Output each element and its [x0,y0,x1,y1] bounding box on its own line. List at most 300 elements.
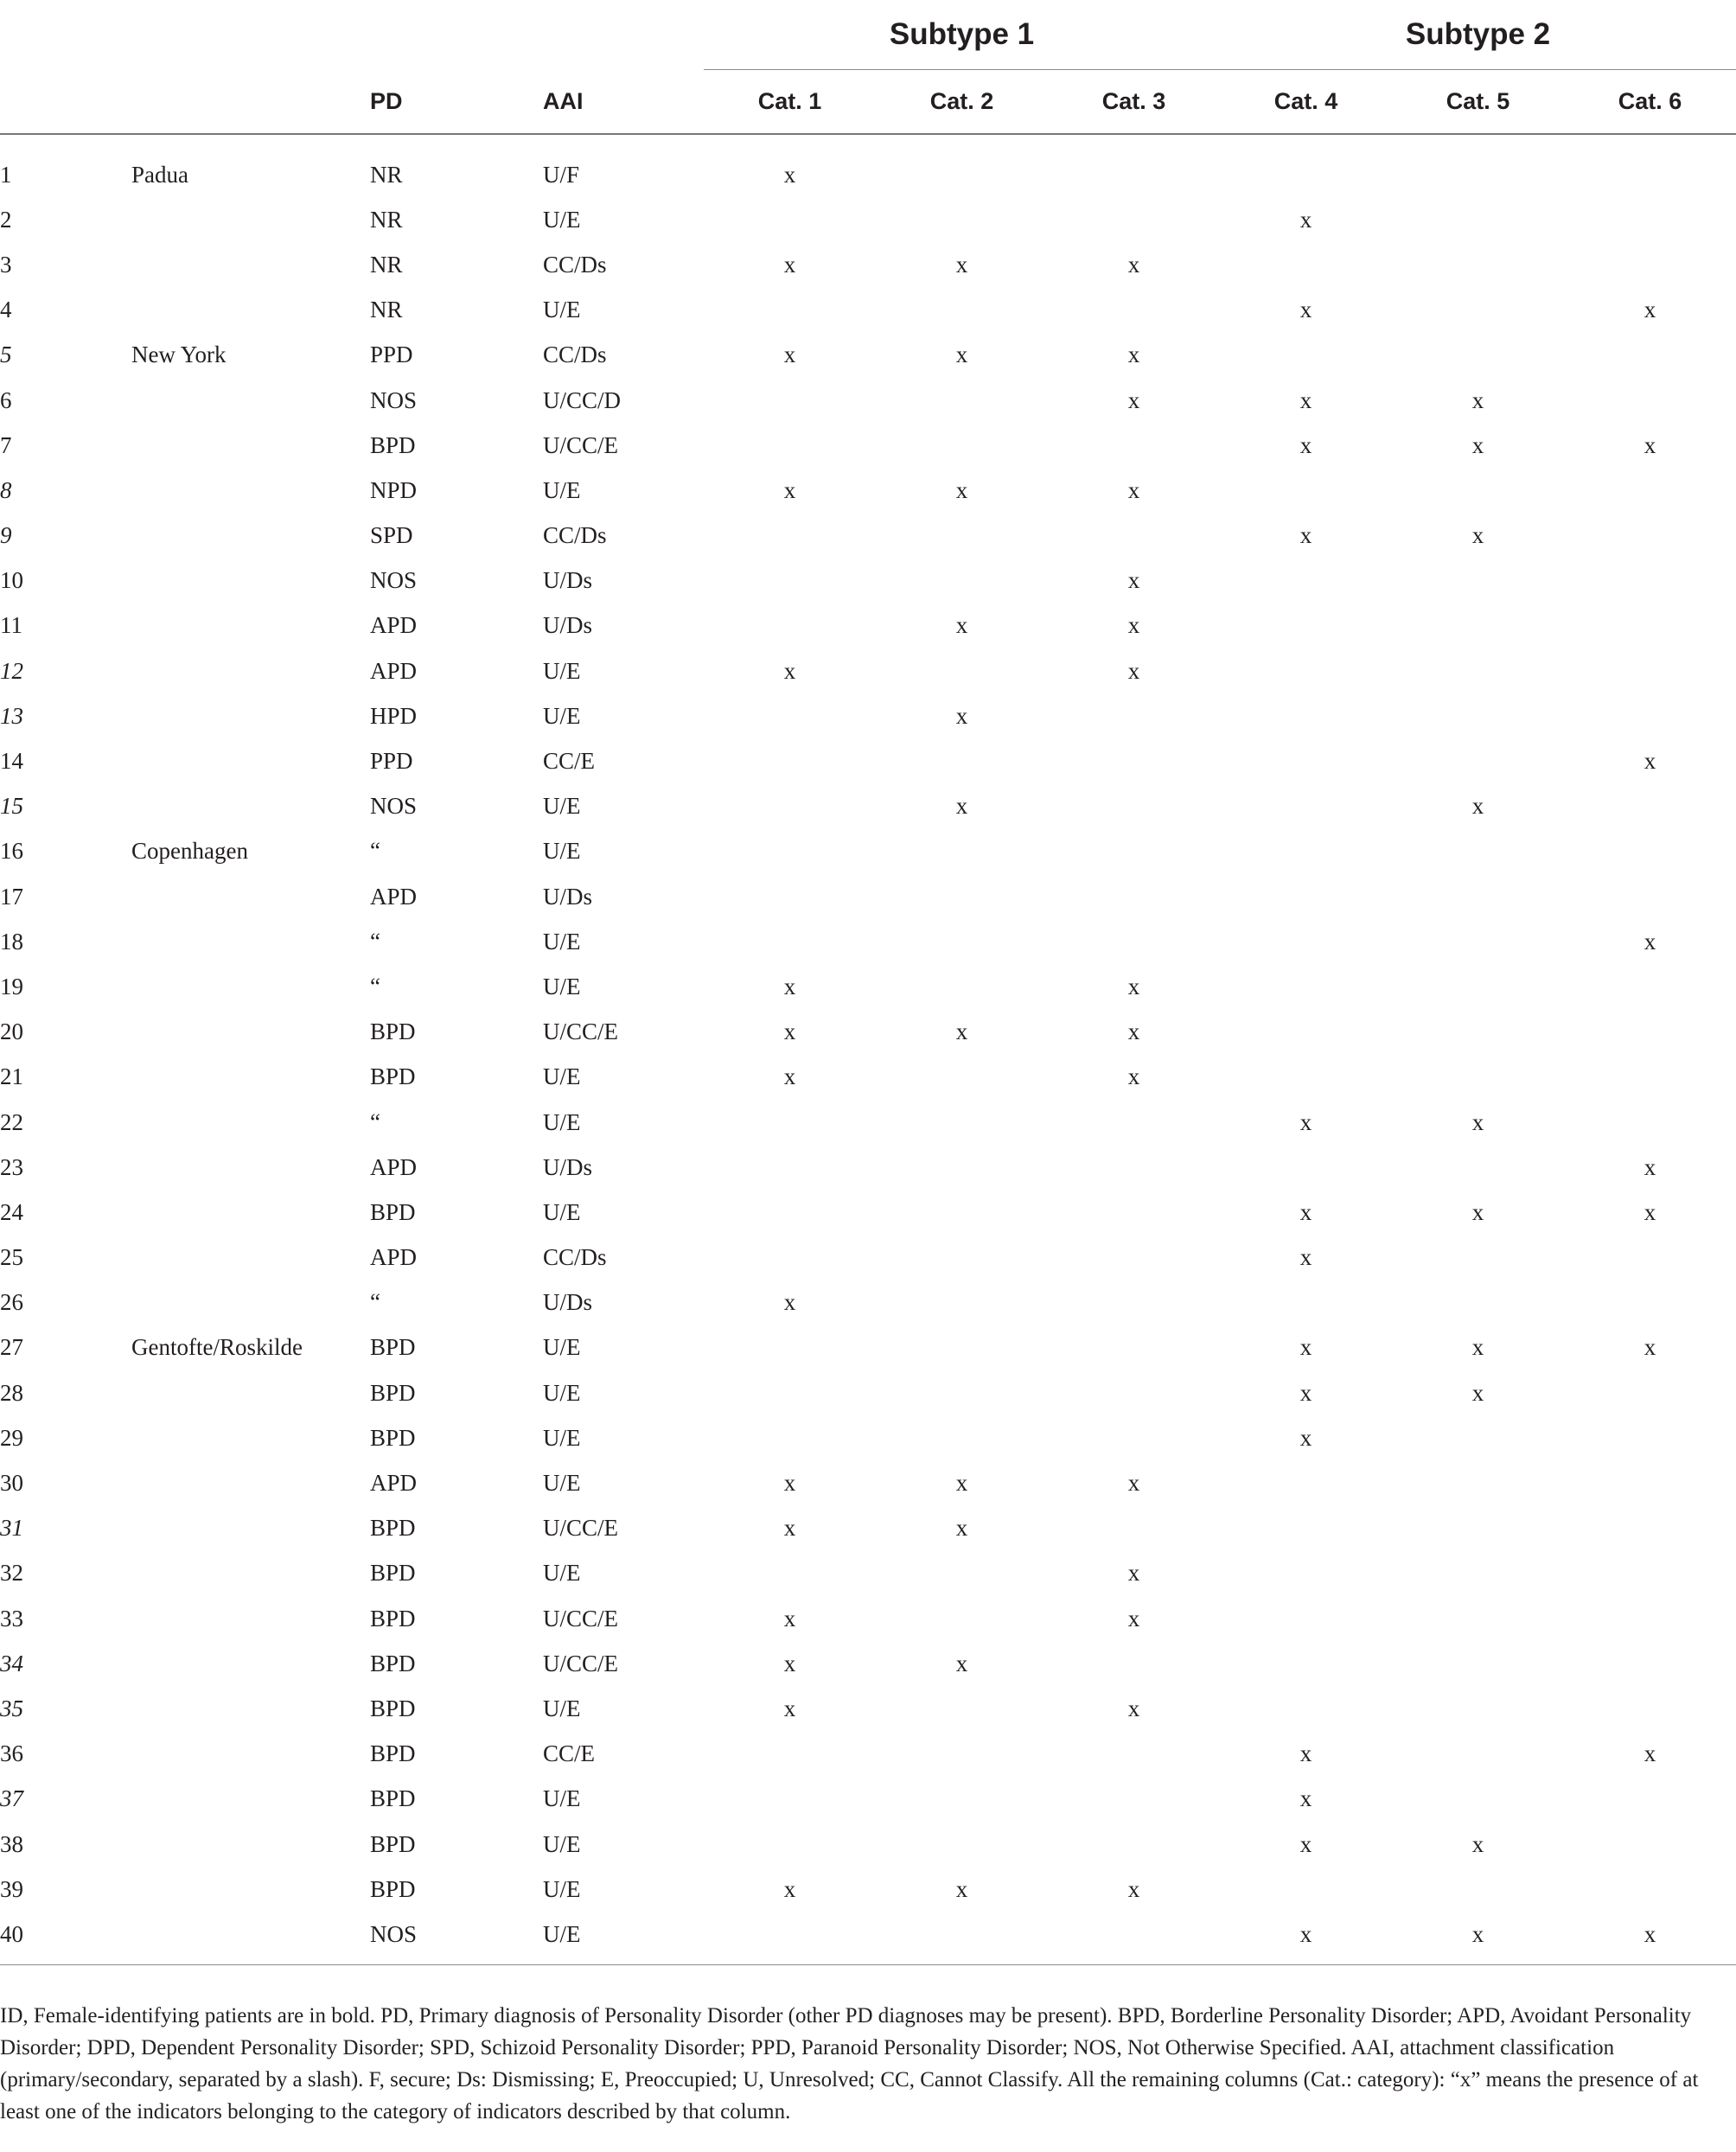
table-row [0,1370,1736,1415]
row-cat-4-cell: x [1299,1334,1312,1361]
row-aai-cell: CC/Ds [543,522,607,549]
row-cat-6-cell [1564,1370,1736,1415]
row-cat-6-cell: x [1643,1198,1656,1225]
row-aai-cell: U/E [543,928,581,955]
row-cat-3-cell [1048,423,1220,468]
row-cat-2-cell [876,1236,1048,1280]
row-cat-4-cell [1220,559,1392,603]
row-cat-5-cell [1392,134,1564,197]
row-cat-2-cell [876,559,1048,603]
row-cat-4-cell [1220,1596,1392,1641]
row-cat-2-cell: x [955,251,968,278]
row-cat-5-cell: x [1471,1108,1484,1135]
table-row [0,874,1736,919]
row-cat-1-cell [704,288,876,333]
row-cat-1-cell: x [783,161,796,188]
row-cat-4-cell: x [1299,1108,1312,1135]
row-pd-cell: BPD [370,1379,416,1406]
row-cat-5-cell [1392,829,1564,874]
row-cat-3-cell [1048,738,1220,783]
row-aai-cell: CC/Ds [543,251,607,278]
row-cat-1-cell [704,1822,876,1867]
row-cat-4-cell [1220,1010,1392,1055]
row-cat-5-cell: x [1471,1830,1484,1857]
row-aai-cell: CC/Ds [543,342,607,368]
table-row [0,1777,1736,1822]
row-id-cell: 24 [0,1198,23,1225]
group-header-subtype-2: Subtype 2 [1220,0,1736,70]
row-aai-cell: U/E [543,1424,581,1451]
row-aai-cell: U/F [543,161,580,188]
row-cat-6-cell [1564,964,1736,1009]
row-cat-1-cell [704,197,876,242]
row-pd-cell: BPD [370,1063,416,1090]
row-aai-cell: U/E [543,973,581,999]
row-cat-6-cell: x [1643,1740,1656,1767]
row-cat-1-cell: x [783,973,796,999]
row-site-cell [130,1777,358,1822]
table-row [0,134,1736,197]
row-cat-2-cell [876,1777,1048,1822]
row-cat-6-cell [1564,874,1736,919]
row-id-cell: 29 [0,1424,23,1451]
row-cat-1-cell [704,1100,876,1145]
row-cat-2-cell [876,1100,1048,1145]
row-cat-2-cell [876,1822,1048,1867]
column-header-cat-1: Cat. 1 [704,70,876,135]
row-cat-1-cell [704,559,876,603]
row-aai-cell: U/E [543,838,581,865]
row-cat-4-cell [1220,134,1392,197]
row-aai-cell: U/E [543,1470,581,1497]
row-id-cell: 17 [0,883,23,910]
row-cat-2-cell [876,874,1048,919]
row-cat-4-cell: x [1299,297,1312,323]
row-pd-cell: BPD [370,1605,416,1632]
row-cat-3-cell [1048,1236,1220,1280]
row-pd-cell: APD [370,1244,418,1271]
row-id-cell: 35 [0,1695,23,1721]
row-cat-5-cell [1392,1551,1564,1596]
table-row [0,1280,1736,1325]
row-cat-4-cell: x [1299,386,1312,413]
row-id-cell: 5 [0,342,12,368]
row-cat-4-cell [1220,1551,1392,1596]
row-cat-1-cell: x [783,1470,796,1497]
row-cat-4-cell [1220,468,1392,513]
row-cat-1-cell: x [783,1515,796,1542]
table-row [0,738,1736,783]
row-id-cell: 11 [0,612,22,639]
row-cat-2-cell [876,1912,1048,1957]
table-row [0,1415,1736,1460]
table-row [0,1551,1736,1596]
row-cat-6-cell [1564,829,1736,874]
row-aai-cell: U/CC/E [543,1019,619,1045]
row-cat-3-cell [1048,1415,1220,1460]
column-header-id [0,70,130,135]
row-site-cell [130,1010,358,1055]
row-cat-6-cell [1564,1686,1736,1731]
row-cat-1-cell [704,1551,876,1596]
table-row [0,1641,1736,1686]
row-pd-cell: APD [370,883,418,910]
row-pd-cell: NR [370,206,403,233]
row-cat-2-cell [876,378,1048,423]
row-cat-5-cell [1392,1280,1564,1325]
row-pd-cell: BPD [370,1830,416,1857]
row-cat-5-cell: x [1471,386,1484,413]
row-pd-cell: NOS [370,1920,418,1947]
row-site-cell [130,1641,358,1686]
row-cat-5-cell [1392,1506,1564,1551]
row-cat-2-cell [876,1370,1048,1415]
row-cat-4-cell: x [1299,1830,1312,1857]
row-cat-2-cell [876,1145,1048,1190]
row-cat-1-cell [704,378,876,423]
row-cat-6-cell: x [1643,297,1656,323]
row-site-cell [130,242,358,287]
row-cat-5-cell [1392,738,1564,783]
row-aai-cell: U/E [543,1379,581,1406]
row-id-cell: 14 [0,748,23,775]
row-cat-5-cell [1392,1732,1564,1777]
row-aai-cell: U/Ds [543,1153,593,1180]
row-cat-4-cell [1220,919,1392,964]
row-cat-5-cell: x [1471,1334,1484,1361]
row-cat-4-cell [1220,1280,1392,1325]
row-id-cell: 31 [0,1515,23,1542]
row-pd-cell: “ [370,1108,380,1135]
row-site-cell [130,1145,358,1190]
row-cat-2-cell: x [955,1875,968,1902]
table-header [0,0,1736,134]
row-site-cell [130,1506,358,1551]
row-cat-4-cell [1220,603,1392,648]
row-cat-1-cell [704,603,876,648]
row-cat-2-cell: x [955,476,968,503]
table-row [0,603,1736,648]
row-cat-4-cell: x [1299,1424,1312,1451]
row-cat-3-cell [1048,197,1220,242]
row-cat-2-cell [876,1280,1048,1325]
table-row [0,1236,1736,1280]
row-aai-cell: U/CC/E [543,1650,619,1676]
row-cat-3-cell [1048,514,1220,559]
row-cat-3-cell [1048,919,1220,964]
row-cat-2-cell: x [955,1515,968,1542]
row-pd-cell: BPD [370,1515,416,1542]
row-cat-6-cell [1564,1867,1736,1912]
row-cat-6-cell [1564,1777,1736,1822]
row-aai-cell: U/Ds [543,567,593,594]
row-site-cell [130,423,358,468]
row-cat-4-cell [1220,1686,1392,1731]
row-aai-cell: U/E [543,1830,581,1857]
column-header-cat-6: Cat. 6 [1564,70,1736,135]
row-pd-cell: NR [370,161,403,188]
row-aai-cell: CC/Ds [543,1244,607,1271]
row-cat-4-cell [1220,333,1392,378]
row-pd-cell: SPD [370,522,413,549]
row-cat-2-cell [876,738,1048,783]
table-row [0,1325,1736,1370]
row-cat-3-cell [1048,1732,1220,1777]
row-aai-cell: U/E [543,1875,581,1902]
row-aai-cell: U/E [543,1063,581,1090]
group-header-empty [0,0,704,70]
row-cat-2-cell [876,514,1048,559]
row-pd-cell: APD [370,1470,418,1497]
row-cat-5-cell: x [1471,1379,1484,1406]
row-site-cell [130,964,358,1009]
row-cat-4-cell: x [1299,1740,1312,1767]
row-cat-6-cell [1564,134,1736,197]
column-header-cat-5: Cat. 5 [1392,70,1564,135]
row-id-cell: 30 [0,1470,23,1497]
row-id-cell: 22 [0,1108,23,1135]
row-cat-3-cell [1048,1145,1220,1190]
row-aai-cell: U/Ds [543,883,593,910]
row-cat-4-cell [1220,1145,1392,1190]
table-row [0,919,1736,964]
row-cat-1-cell [704,874,876,919]
row-cat-1-cell: x [783,476,796,503]
table-row [0,1145,1736,1190]
row-cat-1-cell [704,1912,876,1957]
row-pd-cell: HPD [370,702,418,729]
row-site-cell [130,738,358,783]
row-id-cell: 40 [0,1920,23,1947]
table-row [0,1506,1736,1551]
row-pd-cell: BPD [370,1019,416,1045]
row-aai-cell: U/E [543,1108,581,1135]
row-cat-2-cell [876,1190,1048,1235]
row-site-cell [130,1912,358,1957]
row-id-cell: 23 [0,1153,23,1180]
row-site-cell [130,288,358,333]
table-row [0,648,1736,693]
row-cat-3-cell: x [1127,612,1140,639]
row-cat-2-cell: x [955,702,968,729]
row-site-cell [130,1460,358,1505]
row-cat-6-cell [1564,1641,1736,1686]
row-site-cell [130,514,358,559]
row-cat-5-cell [1392,964,1564,1009]
row-cat-2-cell [876,829,1048,874]
row-cat-6-cell [1564,1460,1736,1505]
row-cat-1-cell [704,1236,876,1280]
row-pd-cell: BPD [370,1740,416,1767]
row-cat-1-cell: x [783,1019,796,1045]
row-cat-4-cell: x [1299,1244,1312,1271]
row-cat-6-cell: x [1643,748,1656,775]
row-pd-cell: NOS [370,386,418,413]
table-row [0,1055,1736,1100]
row-site-cell [130,784,358,829]
row-cat-3-cell [1048,1912,1220,1957]
row-cat-2-cell [876,1732,1048,1777]
row-id-cell: 19 [0,973,23,999]
row-aai-cell: CC/E [543,748,596,775]
row-cat-3-cell [1048,1777,1220,1822]
row-pd-cell: NOS [370,793,418,820]
row-cat-6-cell [1564,1280,1736,1325]
row-cat-5-cell [1392,648,1564,693]
row-cat-4-cell [1220,874,1392,919]
row-cat-4-cell: x [1299,431,1312,458]
row-cat-4-cell: x [1299,1198,1312,1225]
row-cat-3-cell: x [1127,476,1140,503]
row-aai-cell: U/CC/D [543,386,622,413]
row-cat-6-cell [1564,378,1736,423]
row-site-cell: Gentofte/Roskilde [131,1334,303,1361]
row-cat-3-cell [1048,874,1220,919]
row-cat-2-cell [876,919,1048,964]
column-header-cat-3: Cat. 3 [1048,70,1220,135]
row-id-cell: 16 [0,838,23,865]
row-cat-4-cell [1220,648,1392,693]
row-cat-4-cell [1220,1055,1392,1100]
row-site-cell: Padua [131,161,188,188]
row-id-cell: 3 [0,251,12,278]
table-row [0,1460,1736,1505]
row-id-cell: 25 [0,1244,23,1271]
row-cat-3-cell [1048,784,1220,829]
row-cat-1-cell: x [783,251,796,278]
row-cat-2-cell [876,1325,1048,1370]
row-cat-2-cell [876,648,1048,693]
row-cat-4-cell: x [1299,1920,1312,1947]
table-row [0,784,1736,829]
row-cat-5-cell [1392,1777,1564,1822]
row-cat-6-cell [1564,559,1736,603]
row-id-cell: 27 [0,1334,23,1361]
row-cat-1-cell: x [783,342,796,368]
row-pd-cell: BPD [370,1875,416,1902]
row-cat-6-cell [1564,468,1736,513]
row-cat-2-cell: x [955,342,968,368]
table-row [0,693,1736,738]
row-cat-3-cell [1048,134,1220,197]
row-cat-5-cell [1392,333,1564,378]
row-cat-1-cell [704,1370,876,1415]
row-cat-6-cell [1564,648,1736,693]
row-id-cell: 36 [0,1740,23,1767]
row-cat-1-cell [704,1732,876,1777]
row-cat-4-cell: x [1299,206,1312,233]
row-cat-2-cell [876,423,1048,468]
row-cat-6-cell [1564,693,1736,738]
table-row [0,1867,1736,1912]
row-cat-4-cell [1220,1506,1392,1551]
group-header-row [0,0,1736,70]
row-id-cell: 15 [0,793,23,820]
row-aai-cell: U/Ds [543,612,593,639]
row-site-cell [130,1732,358,1777]
row-cat-3-cell: x [1127,251,1140,278]
row-id-cell: 12 [0,657,23,684]
row-cat-4-cell [1220,693,1392,738]
table-row [0,423,1736,468]
row-site-cell [130,1867,358,1912]
row-id-cell: 32 [0,1560,23,1587]
table-row [0,378,1736,423]
row-cat-3-cell: x [1127,1470,1140,1497]
row-cat-2-cell: x [955,1650,968,1676]
row-id-cell: 7 [0,431,12,458]
row-cat-1-cell: x [783,1650,796,1676]
row-cat-3-cell: x [1127,1019,1140,1045]
row-pd-cell: “ [370,838,380,865]
table-row [0,1100,1736,1145]
row-cat-3-cell [1048,1100,1220,1145]
row-cat-3-cell [1048,829,1220,874]
row-cat-1-cell [704,693,876,738]
table-row [0,1596,1736,1641]
row-cat-1-cell: x [783,1289,796,1316]
row-cat-5-cell [1392,693,1564,738]
row-pd-cell: BPD [370,1560,416,1587]
row-aai-cell: U/E [543,1198,581,1225]
row-pd-cell: APD [370,612,418,639]
row-cat-3-cell [1048,1506,1220,1551]
row-pd-cell: BPD [370,431,416,458]
row-site-cell [130,1686,358,1731]
row-cat-2-cell [876,1415,1048,1460]
column-header-aai: AAI [531,70,704,135]
row-pd-cell: “ [370,928,380,955]
row-site-cell: New York [131,342,227,368]
row-pd-cell: PPD [370,342,413,368]
row-id-cell: 26 [0,1289,23,1316]
row-cat-5-cell [1392,197,1564,242]
table-bottom-rule [0,1964,1736,1965]
row-id-cell: 34 [0,1650,23,1676]
column-header-cat-2: Cat. 2 [876,70,1048,135]
row-site-cell [130,378,358,423]
row-cat-6-cell: x [1643,1153,1656,1180]
row-aai-cell: U/E [543,1695,581,1721]
row-cat-2-cell: x [955,793,968,820]
row-cat-6-cell: x [1643,1334,1656,1361]
row-cat-6-cell [1564,1415,1736,1460]
row-id-cell: 37 [0,1785,23,1812]
row-site-cell [130,1100,358,1145]
row-cat-3-cell [1048,693,1220,738]
row-cat-5-cell: x [1471,1198,1484,1225]
row-cat-6-cell [1564,1822,1736,1867]
row-cat-3-cell: x [1127,657,1140,684]
row-cat-1-cell [704,1415,876,1460]
row-cat-4-cell: x [1299,522,1312,549]
row-site-cell [130,693,358,738]
row-aai-cell: U/E [543,793,581,820]
table-row [0,1732,1736,1777]
row-aai-cell: U/E [543,476,581,503]
row-cat-5-cell [1392,1686,1564,1731]
row-site-cell: Copenhagen [131,838,248,865]
row-site-cell [130,1551,358,1596]
row-aai-cell: U/Ds [543,1289,593,1316]
row-pd-cell: “ [370,1289,380,1316]
row-site-cell [130,1280,358,1325]
row-id-cell: 33 [0,1605,23,1632]
row-cat-6-cell [1564,1596,1736,1641]
row-cat-6-cell: x [1643,928,1656,955]
row-id-cell: 21 [0,1063,23,1090]
row-aai-cell: U/E [543,657,581,684]
